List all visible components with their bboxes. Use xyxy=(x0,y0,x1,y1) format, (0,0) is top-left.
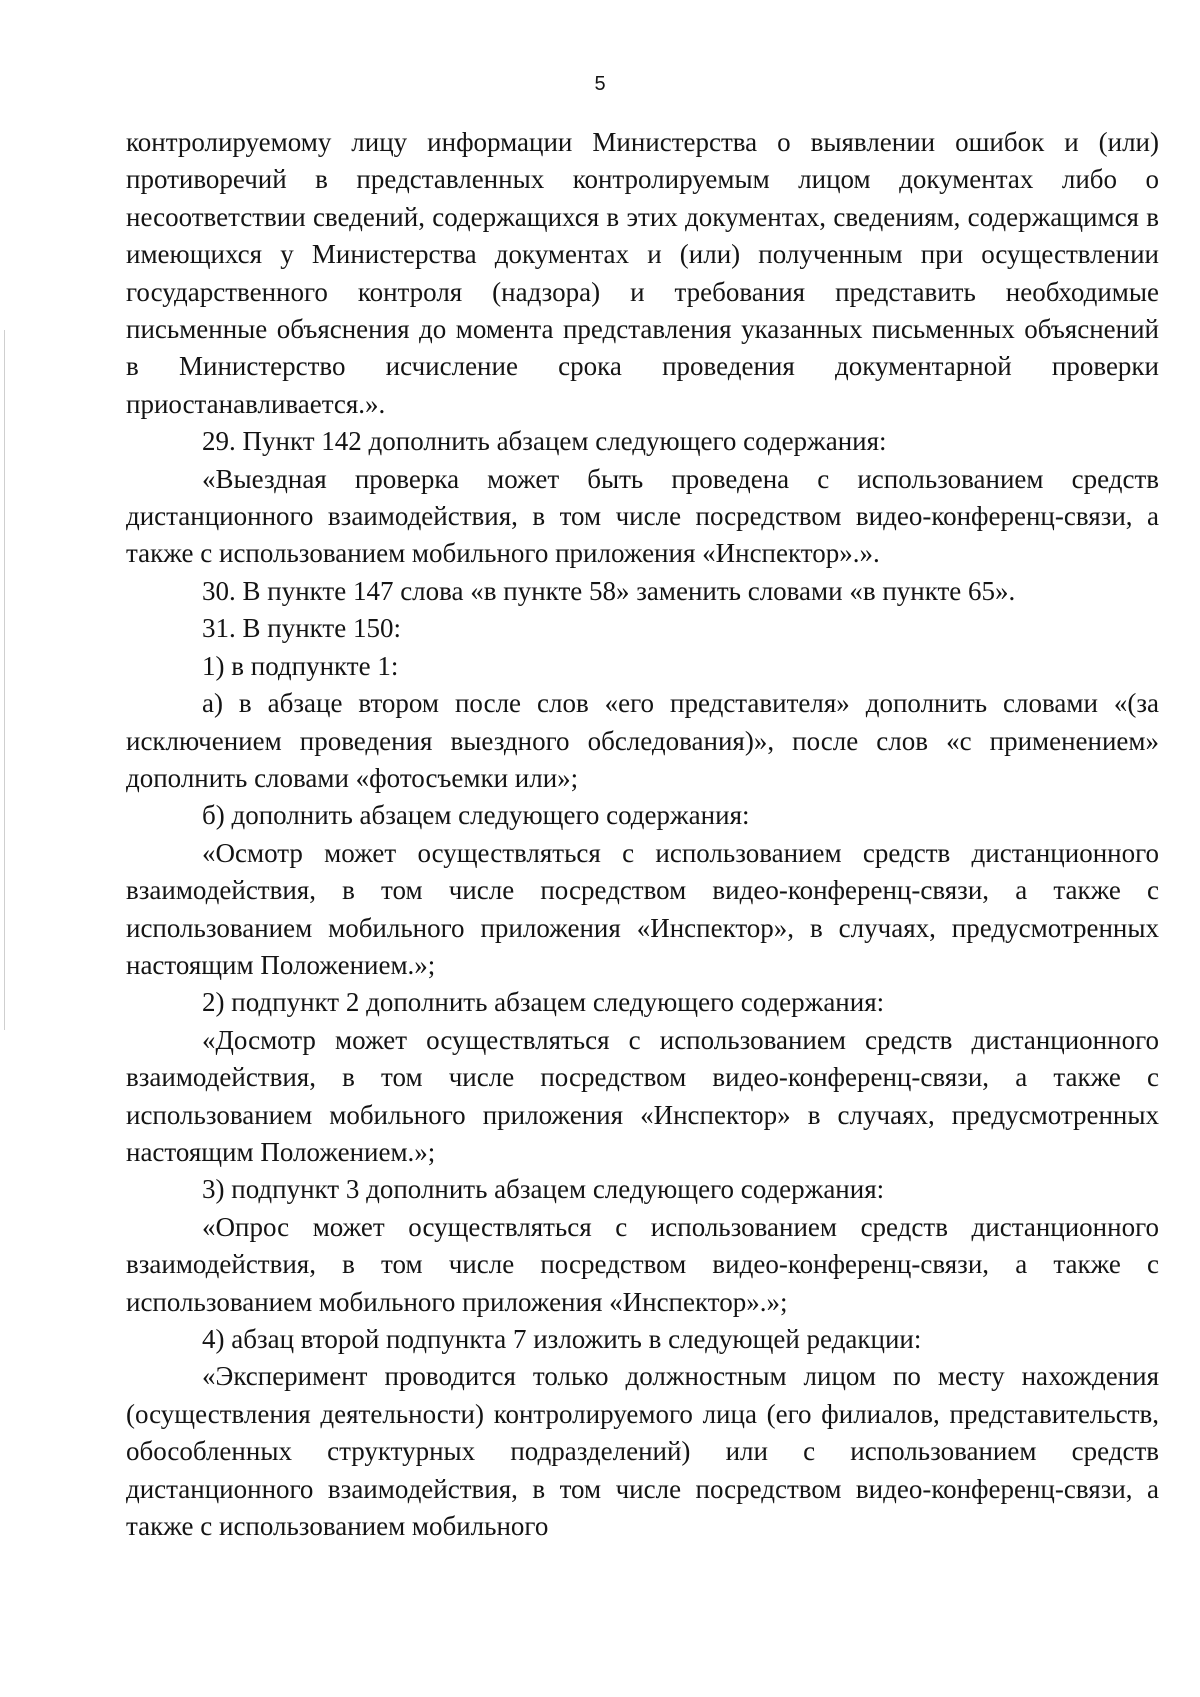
paragraph-subitem-1: 1) в подпункте 1: xyxy=(202,650,399,681)
paragraph-quote-dosmotr: «Досмотр может осуществляться с использованием средств дистанционного взаимодействия, в том числе посредством видео-конференц-связи, а также с использованием мобильного приложения «Инспектор» в случаях, предусмотренных настоящим Положением.»; xyxy=(126,1024,1159,1167)
paragraph-subitem-a: а) в абзаце втором после слов «его представителя» дополнить словами «(за исключением проведения выездного обследования)», после слов «с применением» дополнить словами «фотосъемки или»; xyxy=(126,688,1159,793)
paragraph-continuation: контролируемому лицу информации Министерства о выявлении ошибок и (или) противоречий в представленных контролируемым лицом документах либо о несоответствии сведений, содержащихся в этих документах, сведениям, содержащимся в имеющихся у Министерства документах и (или) полученным при осуществлении государственного контроля (надзора) и требования представить необходимые письменные объяснения до момента представления указанных письменных объяснений в Министерство исчисление срока проведения документарной проверки приостанавливается.». xyxy=(126,127,1159,419)
scan-edge-line xyxy=(4,330,5,1030)
paragraph-item-31: 31. В пункте 150: xyxy=(202,613,401,644)
paragraph-quote-experiment: «Эксперимент проводится только должностным лицом по месту нахождения (осуществления деятельности) контролируемого лица (его филиалов, представительств, обособленных структурных подразделений) или с использованием средств дистанционного взаимодействия, в том числе посредством видео-конференц-связи, а также с использованием мобильного xyxy=(126,1361,1159,1542)
paragraph-item-30: 30. В пункте 147 слова «в пункте 58» заменить словами «в пункте 65». xyxy=(202,575,1016,606)
page-number: 5 xyxy=(594,73,606,95)
paragraph-quote-inspection: «Выездная проверка может быть проведена с использованием средств дистанционного взаимодействия, в том числе посредством видео-конференц-связи, а также с использованием мобильного приложения «Инспектор».». xyxy=(126,463,1159,569)
paragraph-subitem-2: 2) подпункт 2 дополнить абзацем следующего содержания: xyxy=(202,987,885,1018)
paragraph-quote-osmotr: «Осмотр может осуществляться с использованием средств дистанционного взаимодействия, в том числе посредством видео-конференц-связи, а также с использованием мобильного приложения «Инспектор», в случаях, предусмотренных настоящим Положением.»; xyxy=(126,837,1159,980)
paragraph-subitem-b: б) дополнить абзацем следующего содержания: xyxy=(202,800,750,831)
paragraph-item-29: 29. Пункт 142 дополнить абзацем следующего содержания: xyxy=(202,426,887,457)
document-body xyxy=(126,124,1159,1545)
paragraph-quote-opros: «Опрос может осуществляться с использованием средств дистанционного взаимодействия, в том числе посредством видео-конференц-связи, а также с использованием мобильного приложения «Инспектор».»; xyxy=(126,1211,1159,1317)
paragraph-subitem-4: 4) абзац второй подпункта 7 изложить в следующей редакции: xyxy=(202,1324,922,1354)
paragraph-subitem-3: 3) подпункт 3 дополнить абзацем следующего содержания: xyxy=(202,1174,885,1205)
